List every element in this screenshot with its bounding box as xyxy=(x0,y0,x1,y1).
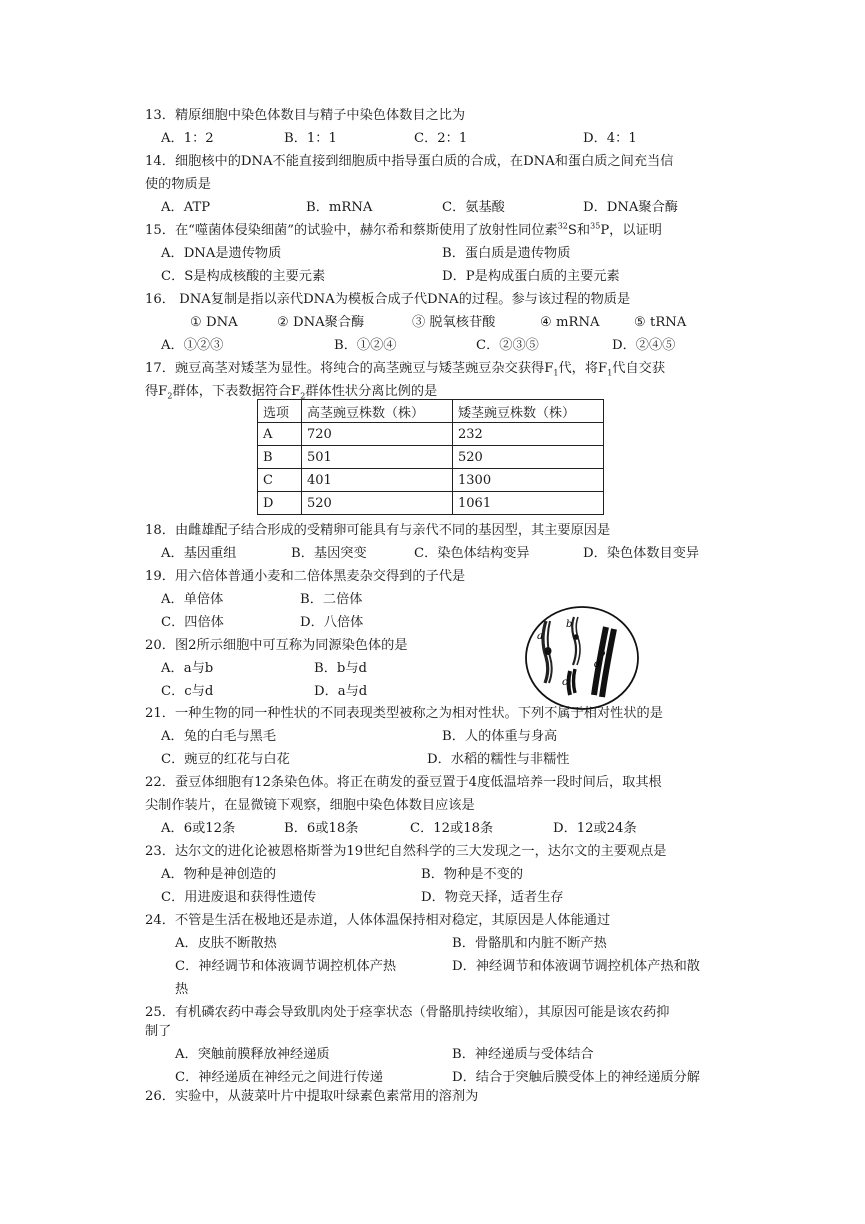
option-d[interactable]: D．结合于突触后膜受体上的神经递质分解 xyxy=(452,1070,700,1085)
question-number: 16． xyxy=(145,292,175,307)
option-a[interactable]: A．基因重组 xyxy=(161,546,237,561)
question-stem: 群体，下表数据符合F xyxy=(172,384,301,399)
question-stem: 达尔文的进化论被恩格斯誉为19世纪自然科学的三大发现之一，达尔文的主要观点是 xyxy=(174,844,667,859)
question-stem: 图2所示细胞中可互称为同源染色体的是 xyxy=(174,638,408,653)
table-header: 矮茎豌豆株数（株） xyxy=(453,400,604,423)
label-a: a xyxy=(537,631,543,642)
option-b[interactable]: B．人的体重与身高 xyxy=(442,729,558,744)
item-2: ② DNA聚合酶 xyxy=(277,315,365,330)
question-22 xyxy=(145,773,662,793)
question-stem: 在“噬菌体侵染细菌”的试验中，赫尔希和蔡斯使用了放射性同位素 xyxy=(174,223,558,238)
question-16 xyxy=(145,290,630,310)
chromosome-b xyxy=(572,617,580,665)
option-c[interactable]: C．c与d xyxy=(161,684,214,699)
question-stem: 得F xyxy=(145,384,168,399)
question-stem: 用六倍体普通小麦和二倍体黑麦杂交得到的子代是 xyxy=(174,569,466,584)
cell-chromosome-figure xyxy=(522,603,642,713)
table-row xyxy=(258,469,604,492)
question-number: 25． xyxy=(145,1005,175,1020)
table-cell: D xyxy=(258,492,302,515)
option-a[interactable]: A．皮肤不断散热 xyxy=(175,936,277,951)
question-stem: 细胞核中的DNA不能直接到细胞质中指导蛋白质的合成，在DNA和蛋白质之间充当信 xyxy=(174,154,674,169)
question-number: 21． xyxy=(145,706,175,721)
table-cell: A xyxy=(258,423,302,446)
option-b[interactable]: B．b与d xyxy=(314,661,367,676)
question-14 xyxy=(145,152,673,172)
generation-subscript: 1 xyxy=(553,368,559,378)
option-d[interactable]: D．12或24条 xyxy=(553,821,637,836)
option-d[interactable]: D．4：1 xyxy=(583,131,637,146)
option-b[interactable]: B．①②④ xyxy=(334,338,397,353)
option-d[interactable]: D．P是构成蛋白质的主要元素 xyxy=(442,269,620,284)
table-cell: 520 xyxy=(453,446,604,469)
question-number: 13． xyxy=(145,108,175,123)
question-number: 17． xyxy=(145,361,175,376)
option-d[interactable]: D．物竞天择，适者生存 xyxy=(421,890,564,905)
option-c[interactable]: C．氨基酸 xyxy=(442,200,505,215)
table-header: 高茎豌豆株数（株） xyxy=(302,400,453,423)
table-row xyxy=(258,423,604,446)
option-b[interactable]: B．蛋白质是遗传物质 xyxy=(442,246,571,261)
question-17 xyxy=(145,359,665,379)
chromosome-c xyxy=(569,669,576,695)
option-c[interactable]: C．染色体结构变异 xyxy=(414,546,530,561)
option-d-continued: 热 xyxy=(175,982,189,997)
option-c[interactable]: C．用进废退和获得性遗传 xyxy=(161,890,317,905)
option-a[interactable]: A．6或12条 xyxy=(161,821,236,836)
question-number: 26． xyxy=(145,1089,175,1104)
option-b[interactable]: B．骨骼肌和内脏不断产热 xyxy=(452,936,607,951)
option-a[interactable]: A．ATP xyxy=(161,200,211,215)
question-13 xyxy=(145,106,465,126)
table-cell: C xyxy=(258,469,302,492)
option-c[interactable]: C．S是构成核酸的主要元素 xyxy=(161,269,326,284)
option-d[interactable]: D．a与d xyxy=(314,684,368,699)
option-c[interactable]: C．神经调节和体液调节调控机体产热 xyxy=(175,959,397,974)
option-a[interactable]: A．物种是神创造的 xyxy=(161,867,277,882)
option-a[interactable]: A．突触前膜释放神经递质 xyxy=(175,1047,330,1062)
table-cell: 401 xyxy=(302,469,453,492)
question-15 xyxy=(145,221,662,241)
option-d[interactable]: D．水稻的糯性与非糯性 xyxy=(427,752,570,767)
question-number: 15． xyxy=(145,223,175,238)
question-number: 20． xyxy=(145,638,175,653)
cell-membrane xyxy=(526,607,638,709)
option-d[interactable]: D．神经调节和体液调节调控机体产热和散 xyxy=(452,959,700,974)
table-cell: 501 xyxy=(302,446,453,469)
question-stem-continued: 使的物质是 xyxy=(145,177,211,192)
item-5: ⑤ tRNA xyxy=(634,315,687,330)
option-d[interactable]: D．②④⑤ xyxy=(612,338,676,353)
option-a[interactable]: A．①②③ xyxy=(161,338,224,353)
question-number: 23． xyxy=(145,844,175,859)
table-cell: 1300 xyxy=(453,469,604,492)
question-stem: 豌豆高茎对矮茎为显性。将纯合的高茎豌豆与矮茎豌豆杂交获得F xyxy=(174,361,554,376)
option-b[interactable]: B．基因突变 xyxy=(291,546,367,561)
table-header-row xyxy=(258,400,604,423)
question-number: 22． xyxy=(145,775,175,790)
table-row xyxy=(258,492,604,515)
option-b[interactable]: B．mRNA xyxy=(306,200,373,215)
question-number: 19． xyxy=(145,569,175,584)
option-a[interactable]: A．单倍体 xyxy=(161,592,224,607)
table-cell: 1061 xyxy=(453,492,604,515)
option-d[interactable]: D．染色体数目变异 xyxy=(583,546,700,561)
table-cell: 520 xyxy=(302,492,453,515)
table-row xyxy=(258,446,604,469)
isotope-mass-number: 35 xyxy=(590,221,601,231)
generation-subscript: 2 xyxy=(167,391,173,401)
question-stem: 由雌雄配子结合形成的受精卵可能具有与亲代不同的基因型，其主要原因是 xyxy=(174,523,611,538)
option-c[interactable]: C．神经递质在神经元之间进行传递 xyxy=(175,1070,383,1085)
question-number: 14． xyxy=(145,154,175,169)
table-header: 选项 xyxy=(258,400,302,423)
option-b[interactable]: B．6或18条 xyxy=(284,821,359,836)
option-d[interactable]: D．八倍体 xyxy=(300,615,364,630)
question-18 xyxy=(145,521,610,541)
generation-subscript: 1 xyxy=(607,368,613,378)
option-a[interactable]: A．兔的白毛与黑毛 xyxy=(161,729,277,744)
item-1: ① DNA xyxy=(190,315,238,330)
question-number: 24． xyxy=(145,913,175,928)
question-stem: 有机磷农药中毒会导致肌肉处于痉挛状态（骨骼肌持续收缩），其原因可能是该农药抑 xyxy=(174,1005,670,1020)
item-4: ④ mRNA xyxy=(540,315,600,330)
option-b[interactable]: B．二倍体 xyxy=(300,592,363,607)
table-cell: 232 xyxy=(453,423,604,446)
question-19 xyxy=(145,567,465,587)
data-table xyxy=(257,399,604,515)
label-b: b xyxy=(566,619,573,630)
question-stem: 群体性状分离比例的是 xyxy=(305,384,438,399)
question-20 xyxy=(145,636,408,656)
chromosome-a xyxy=(543,621,552,683)
question-stem: 蚕豆体细胞有12条染色体。将正在萌发的蚕豆置于4度低温培养一段时间后，取其根 xyxy=(174,775,662,790)
question-26 xyxy=(145,1087,478,1107)
question-number: 18． xyxy=(145,523,175,538)
question-stem: DNA复制是指以亲代DNA为模板合成子代DNA的过程。参与该过程的物质是 xyxy=(174,292,631,307)
option-b[interactable]: B．物种是不变的 xyxy=(421,867,524,882)
generation-subscript: 2 xyxy=(300,391,306,401)
question-21 xyxy=(145,704,663,724)
question-stem: 一种生物的同一种性状的不同表现类型被称之为相对性状。下列不属于相对性状的是 xyxy=(174,706,663,721)
isotope-mass-number: 32 xyxy=(557,221,568,231)
question-stem: 精原细胞中染色体数目与精子中染色体数目之比为 xyxy=(174,108,466,123)
option-c[interactable]: C．豌豆的红花与白花 xyxy=(161,752,290,767)
question-24 xyxy=(145,911,610,931)
option-a[interactable]: A．DNA是遗传物质 xyxy=(161,246,282,261)
option-a[interactable]: A．1：2 xyxy=(161,131,214,146)
table-cell: B xyxy=(258,446,302,469)
label-c: c xyxy=(562,677,568,688)
isotope-element: P，以证明 xyxy=(600,223,662,238)
table-cell: 720 xyxy=(302,423,453,446)
option-c[interactable]: C．12或18条 xyxy=(410,821,494,836)
question-stem: 实验中，从菠菜叶片中提取叶绿素色素常用的溶剂为 xyxy=(174,1089,479,1104)
question-23 xyxy=(145,842,667,862)
option-b[interactable]: B．神经递质与受体结合 xyxy=(452,1047,594,1062)
question-stem: 代自交获 xyxy=(612,361,666,376)
question-stem-continued: 尖制作装片，在显微镜下观察，细胞中染色体数目应该是 xyxy=(145,798,475,813)
isotope-element: S和 xyxy=(567,223,591,238)
question-stem: 代，将F xyxy=(558,361,608,376)
option-a[interactable]: A．a与b xyxy=(161,661,214,676)
option-c[interactable]: C．2：1 xyxy=(414,131,468,146)
option-c[interactable]: C．②③⑤ xyxy=(476,338,539,353)
question-stem-continued: 制了 xyxy=(145,1024,172,1039)
item-3: ③ 脱氧核苷酸 xyxy=(412,315,496,330)
option-d[interactable]: D．DNA聚合酶 xyxy=(583,200,678,215)
option-b[interactable]: B．1：1 xyxy=(284,131,337,146)
label-d: d xyxy=(594,659,601,670)
option-c[interactable]: C．四倍体 xyxy=(161,615,224,630)
question-stem: 不管是生活在极地还是赤道，人体体温保持相对稳定，其原因是人体能通过 xyxy=(174,913,611,928)
question-25 xyxy=(145,1003,670,1023)
